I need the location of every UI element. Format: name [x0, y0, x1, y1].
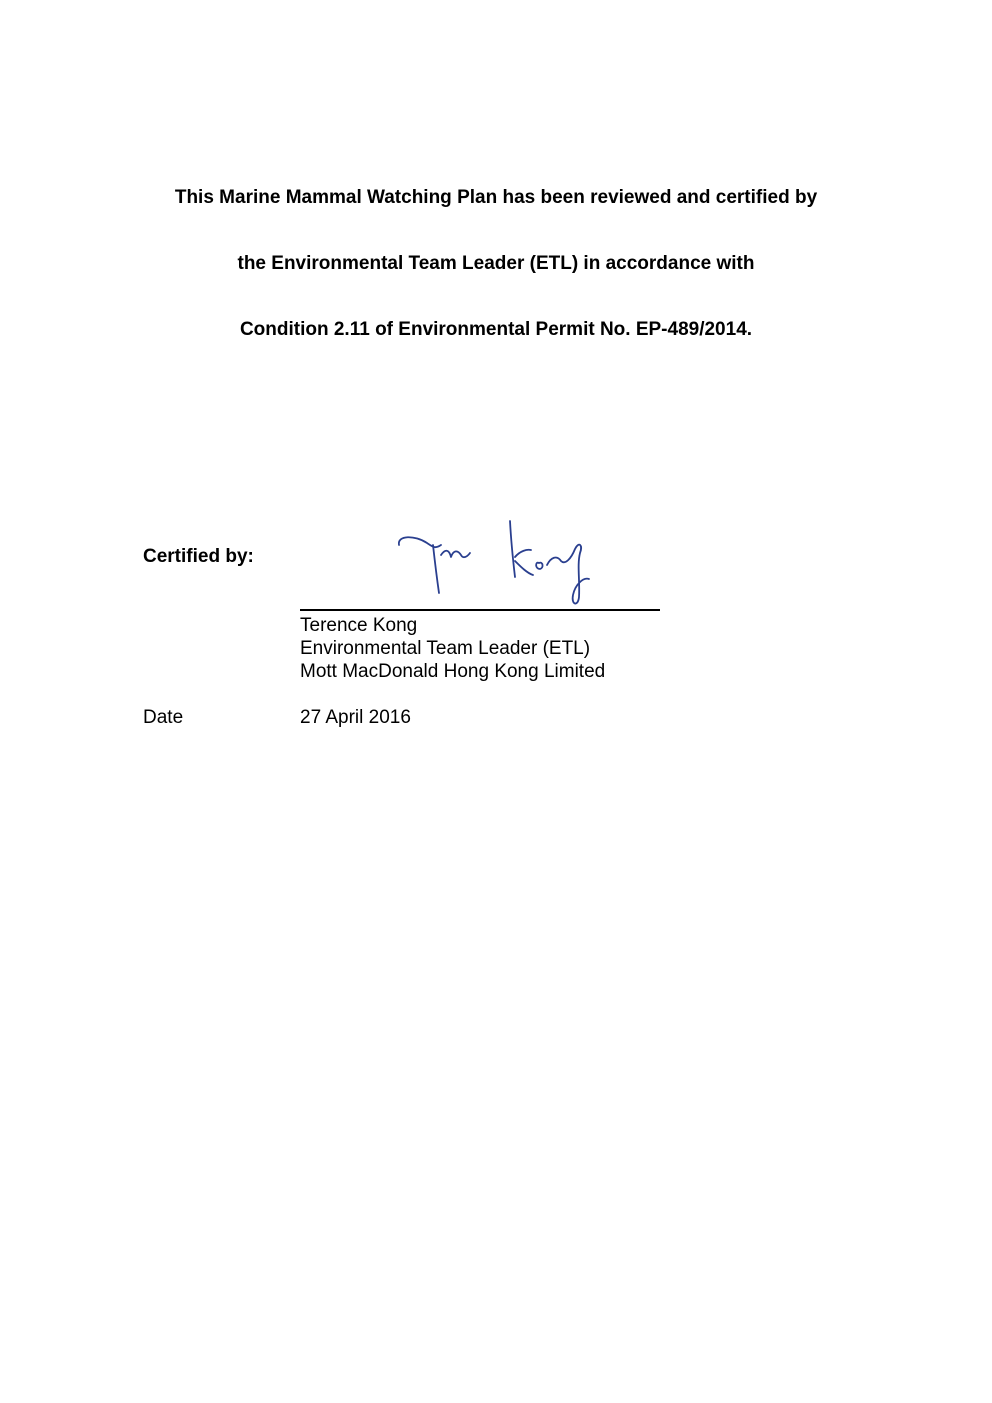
signer-name: Terence Kong — [300, 615, 418, 636]
signer-title: Environmental Team Leader (ETL) — [300, 638, 591, 659]
statement-line-3: Condition 2.11 of Environmental Permit No. EP-489/2014. — [239, 319, 753, 340]
statement-line-1: This Marine Mammal Watching Plan has been reviewed and certified by — [174, 187, 818, 208]
statement-line-2: the Environmental Team Leader (ETL) in accordance with — [237, 253, 755, 274]
signer-details — [300, 614, 605, 683]
signer-company: Mott MacDonald Hong Kong Limited — [300, 661, 606, 682]
signature-line — [300, 609, 660, 611]
date-label: Date — [143, 707, 184, 728]
handwritten-signature — [375, 505, 605, 610]
date-value: 27 April 2016 — [300, 707, 411, 728]
certified-by-label: Certified by: — [143, 546, 254, 567]
